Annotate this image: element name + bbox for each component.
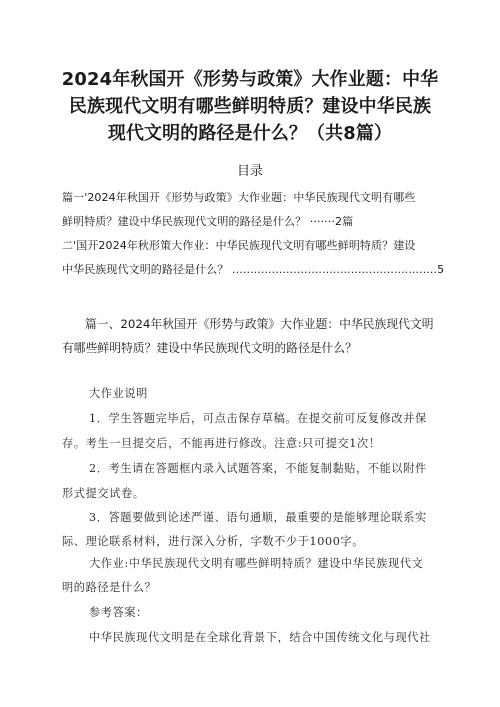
toc-entry-line[interactable]: 中华民族现代文明的路径是什么？ .........................................................5 <box>62 263 445 276</box>
paragraph-line: 明的路径是什么？ <box>62 581 157 594</box>
paragraph-line: 1．学生答题完毕后，可点击保存草稿。在提交前可反复修改并保 <box>89 412 427 425</box>
paragraph-line: 大作业:中华民族现代文明有哪些鲜明特质？建设中华民族现代文 <box>89 557 424 570</box>
paragraph-line: 大作业说明 <box>89 387 148 400</box>
document-title <box>40 66 460 147</box>
paragraph-line: 2．考生请在答题框内录入试题答案，不能复制黏贴，不能以附件 <box>89 462 427 475</box>
section-heading: 有哪些鲜明特质？建设中华民族现代文明的路径是什么？ <box>62 341 357 355</box>
paragraph-line: 中华民族现代文明是在全球化背景下，结合中国传统文化与现代社 <box>89 631 431 644</box>
paragraph-line: 3．答题要做到论述严谨、语句通顺，最重要的是能够理论联系实 <box>89 511 427 524</box>
toc-entry-line[interactable]: 二'国开2024年秋形策大作业：中华民族现代文明有哪些鲜明特质？建设 <box>62 239 416 252</box>
toc-entry-line[interactable]: 篇一'2024年秋国开《形势与政策》大作业题：中华民族现代文明有哪些 <box>62 191 416 204</box>
toc-heading: 目录 <box>236 164 263 179</box>
paragraph-line: 存。考生一旦提交后，不能再进行修改。注意:只可提交1次！ <box>62 437 381 450</box>
toc-entry-line[interactable]: 鲜明特质？建设中华民族现代文明的路径是什么？ ·······2篇 <box>62 215 354 228</box>
title-line: 现代文明的路径是什么？（共8篇） <box>107 123 393 144</box>
section-heading: 篇一、2024年秋国开《形势与政策》大作业题：中华民族现代文明 <box>85 317 434 331</box>
paragraph-line: 际、理论联系材料，进行深入分析，字数不少于1000字。 <box>62 535 364 548</box>
paragraph-line: 形式提交试卷。 <box>62 487 145 500</box>
paragraph-line: 参考答案： <box>89 606 148 619</box>
title-line: 2024年秋国开《形势与政策》大作业题：中华 <box>61 69 439 90</box>
title-line: 民族现代文明有哪些鲜明特质？建设中华民族 <box>68 96 432 117</box>
